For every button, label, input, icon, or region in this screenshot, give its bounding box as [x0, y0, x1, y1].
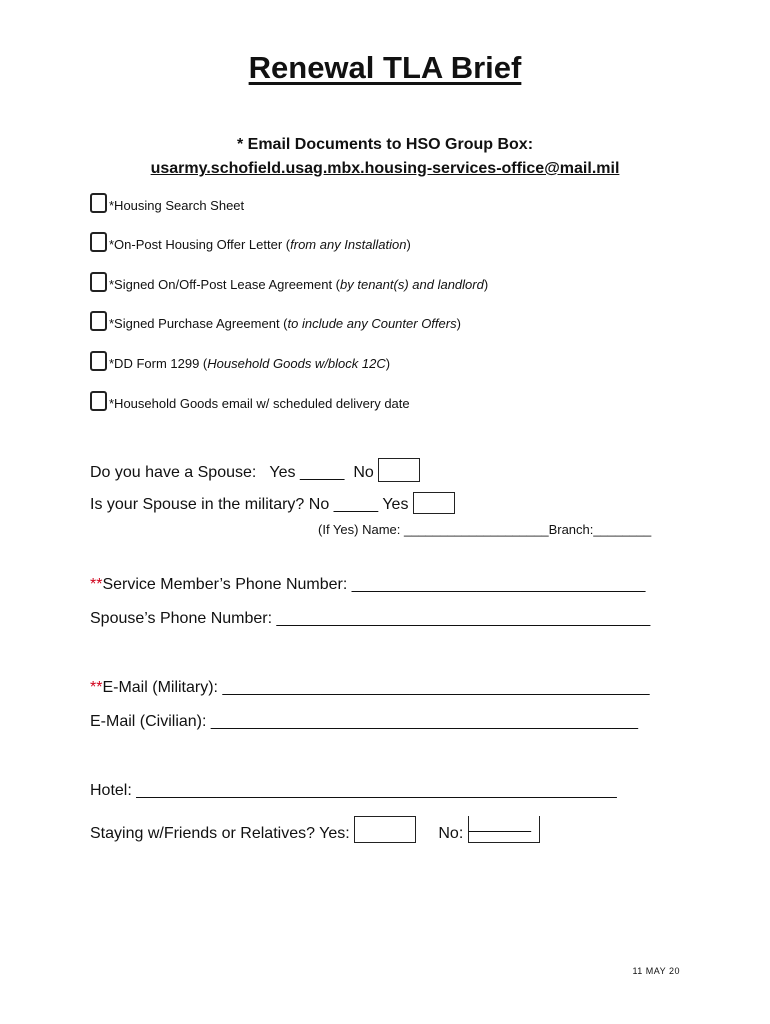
checkbox[interactable]: [90, 351, 107, 371]
checklist-note: to include any Counter Offers: [287, 316, 457, 331]
checklist-label: *Signed On/Off-Post Lease Agreement (: [109, 277, 341, 292]
service-phone-label: Service Member’s Phone Number: _________________________________: [102, 576, 646, 593]
checkbox[interactable]: [90, 272, 107, 292]
spouse-name-branch-line[interactable]: (If Yes) Name: ____________________Branch:________: [318, 522, 652, 537]
checklist-suffix: ): [456, 316, 461, 331]
spouse-military-no-field[interactable]: _____: [333, 496, 379, 513]
spouse-military-row: [90, 492, 455, 514]
staying-no-box[interactable]: [468, 816, 540, 843]
checkbox[interactable]: [90, 193, 107, 213]
checklist-note: by tenant(s) and landlord: [340, 277, 484, 292]
checklist-label: *Housing Search Sheet: [109, 198, 245, 213]
email-civilian-row[interactable]: E-Mail (Civilian): ________________________________________________: [90, 713, 639, 730]
checklist-suffix: ): [406, 237, 411, 252]
staying-question: Staying w/Friends or Relatives? Yes:: [90, 825, 350, 842]
staying-row: [90, 816, 540, 843]
email-address-link[interactable]: usarmy.schofield.usag.mbx.housing-services-office@mail.mil: [150, 160, 620, 177]
staying-no-field: _______: [468, 816, 532, 833]
page-title: Renewal TLA Brief: [248, 50, 522, 85]
staying-yes-box[interactable]: [354, 816, 416, 843]
service-phone-row[interactable]: [90, 576, 645, 594]
checklist-note: Household Goods w/block 12C: [207, 356, 386, 371]
checklist-item: [90, 391, 410, 411]
spouse-question: Do you have a Spouse:: [90, 464, 257, 481]
checklist-label: *On-Post Housing Offer Letter (: [109, 237, 291, 252]
staying-no-label: No:: [438, 825, 464, 842]
checklist-item: [90, 193, 244, 213]
spouse-phone-row[interactable]: Spouse’s Phone Number: __________________________________________: [90, 610, 651, 627]
spouse-military-yes-box[interactable]: [413, 492, 455, 514]
checklist-label: *DD Form 1299 (: [109, 356, 208, 371]
required-marker: **: [90, 679, 103, 696]
checklist-item: [90, 351, 390, 371]
footer-date: 11 MAY 20: [632, 966, 680, 976]
spouse-military-no-label: No: [308, 496, 330, 513]
spouse-yes-label: Yes: [269, 464, 296, 481]
checklist-item: [90, 232, 411, 252]
required-marker: **: [90, 576, 103, 593]
checklist-suffix: ): [385, 356, 391, 371]
checklist-item: [90, 311, 461, 331]
checkbox[interactable]: [90, 391, 107, 411]
email-military-row[interactable]: [90, 679, 650, 697]
spouse-military-question: Is your Spouse in the military?: [90, 496, 305, 513]
spouse-yes-field[interactable]: _____: [299, 464, 345, 481]
spouse-question-row: [90, 458, 420, 482]
email-instruction: * Email Documents to HSO Group Box:: [236, 136, 534, 153]
checklist-note: from any Installation: [290, 237, 407, 252]
email-military-label: E-Mail (Military): ________________________________________________: [102, 679, 650, 696]
spouse-military-yes-label: Yes: [382, 496, 409, 513]
spouse-no-label: No: [353, 464, 374, 481]
checklist-suffix: ): [483, 277, 489, 292]
checklist-item: [90, 272, 488, 292]
spouse-no-box[interactable]: [378, 458, 420, 482]
checkbox[interactable]: [90, 232, 107, 252]
hotel-row[interactable]: Hotel: ______________________________________________________: [90, 782, 617, 799]
checklist-label: *Household Goods email w/ scheduled delivery date: [109, 396, 410, 411]
checkbox[interactable]: [90, 311, 107, 331]
checklist-label: *Signed Purchase Agreement (: [109, 316, 288, 331]
